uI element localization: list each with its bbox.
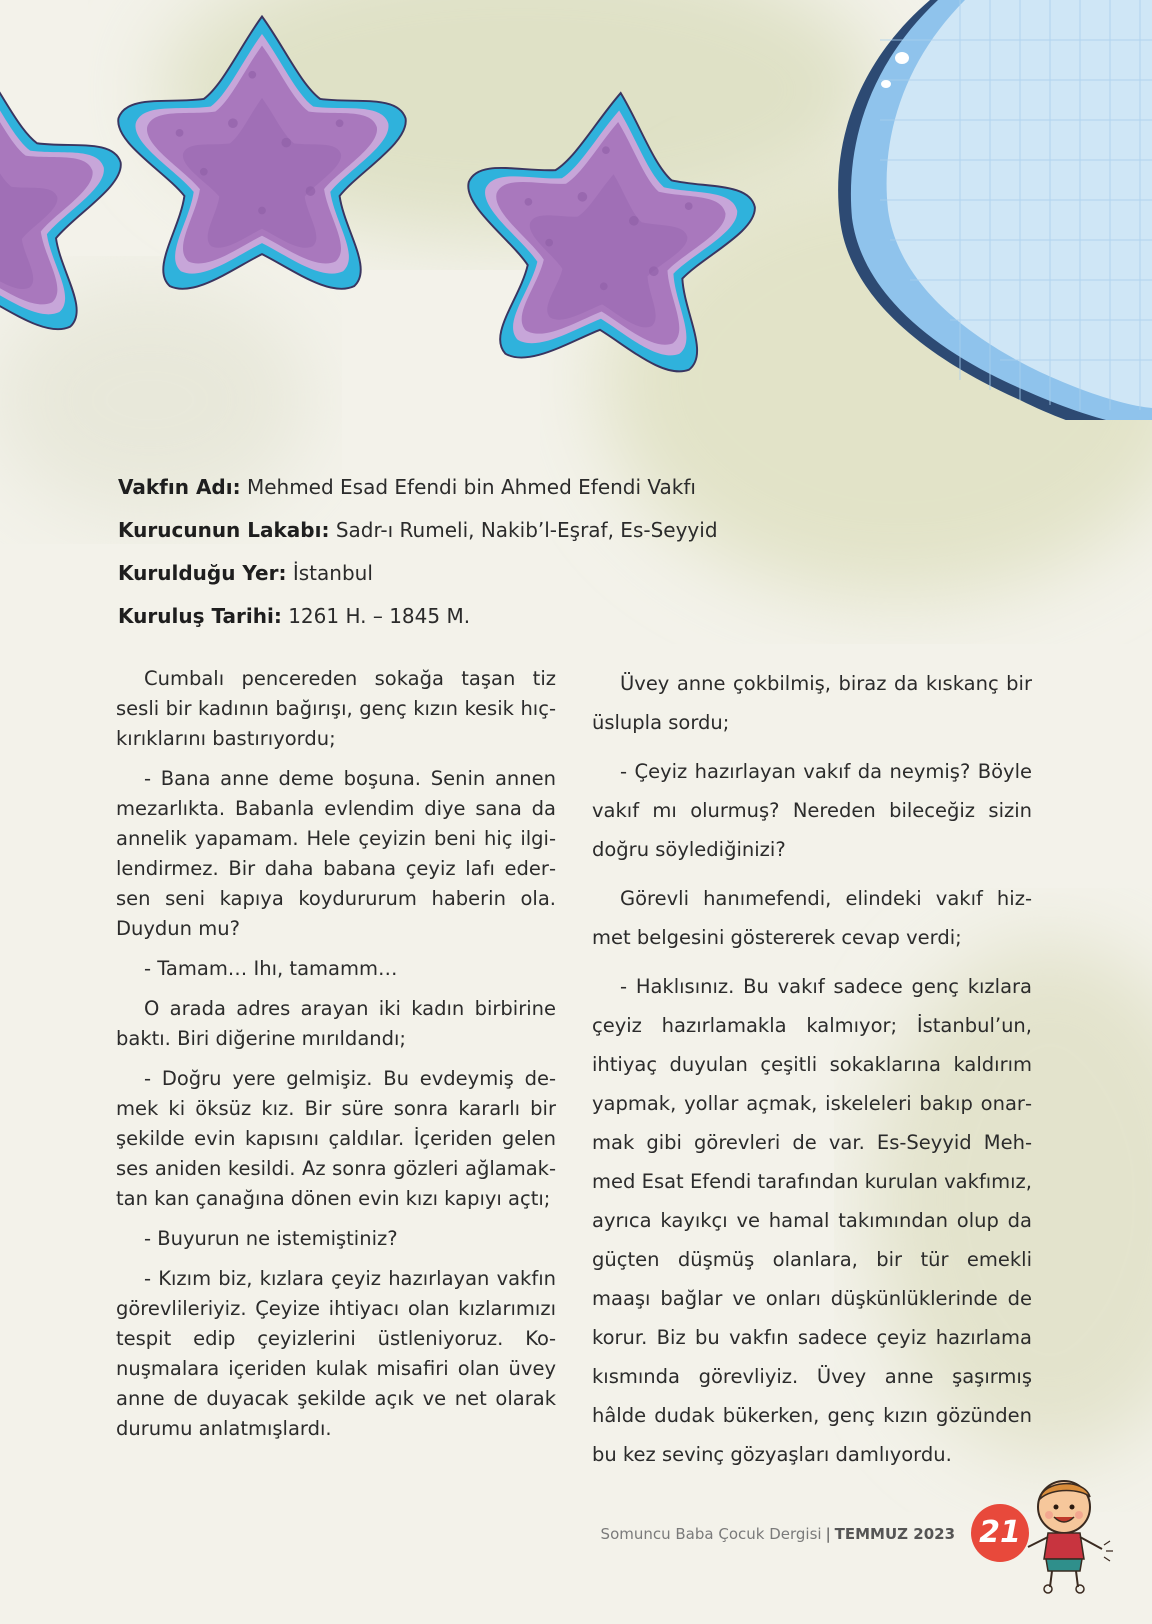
- starfish-middle: [118, 16, 406, 288]
- paragraph: O arada adres arayan iki kadın birbirine baktı. Biri diğerine mırıldandı;: [116, 997, 556, 1050]
- magazine-name: Somuncu Baba Çocuk Dergisi: [600, 1525, 822, 1543]
- footer-separator: |: [825, 1525, 831, 1543]
- paragraph: Üvey anne çokbilmiş, biraz da kıskanç bir üslupla sordu;: [592, 672, 1032, 734]
- header-illustration: [0, 0, 1152, 420]
- page-number: 21: [971, 1504, 1029, 1562]
- paragraph: Cumbalı pencereden sokağa taşan tiz sesli bir kadının bağırışı, genç kızın kesik hıçkırıklarını bastırıyordu;: [116, 667, 556, 750]
- paragraph: - Doğru yere gelmişiz. Bu evdeymiş demek ki öksüz kız. Bir süre sonra kararlı bir şekilde evin kapısını çaldılar. İçeriden gelen ses aniden kesildi. Az sonra gözleri ağlamaktan kan çanağına dönen evin kızı kapıyı açtı;: [116, 1067, 556, 1210]
- date-label: Kuruluş Tarihi:: [118, 604, 282, 628]
- paragraph: - Çeyiz hazırlayan vakıf da neymiş? Böyle vakıf mı olurmuş? Nereden bileceğiz sizin doğru söylediğinizi?: [592, 760, 1032, 861]
- date-row: [118, 595, 818, 638]
- child-mascot-icon: [1022, 1475, 1132, 1595]
- starfish-right: [454, 81, 764, 377]
- foundation-name-label: Vakfın Adı:: [118, 475, 241, 499]
- paragraph: - Tamam… Ihı, tamamm…: [144, 957, 398, 980]
- page-footer: [560, 1525, 955, 1543]
- paragraph: Görevli hanımefendi, elindeki vakıf hizmet belgesini göstererek cevap verdi;: [592, 887, 1032, 949]
- paragraph: - Haklısınız. Bu vakıf sadece genç kızlara çeyiz hazırlamakla kalmıyor; İstanbul’un, ihtiyaç duyulan çeşitli sokaklarına kaldırım yapmak, yollar açmak, iskeleleri bakıp onarmak gibi görevleri de var. Es-Seyyid Mehmed Esat Efendi tarafından kurulan vakfımız, ayrıca kayıkçı ve hamal takımından olup da güçten düşmüş olanlara, bir tür emekli maaşı bağlar ve onları düşkünlüklerinde de korur. Biz bu vakfın sadece çeyiz hazırlama kısmında görevliyiz. Üvey anne şaşırmış hâlde dudak bükerken, genç kızın gözünden bu kez sevinç gözyaşları damlıyordu.: [592, 975, 1032, 1466]
- founder-title-row: [118, 509, 818, 552]
- location-label: Kurulduğu Yer:: [118, 561, 287, 585]
- paragraph: - Buyurun ne istemiştiniz?: [144, 1227, 398, 1250]
- issue-date: TEMMUZ 2023: [834, 1525, 955, 1543]
- starfish-left: [0, 62, 121, 329]
- location-value: İstanbul: [292, 561, 373, 585]
- location-row: [118, 552, 818, 595]
- foundation-name-row: [118, 466, 818, 509]
- pool-illustration: [838, 0, 1152, 420]
- founder-title-label: Kurucunun Lakabı:: [118, 518, 330, 542]
- founder-title-value: Sadr-ı Rumeli, Nakib’l-Eşraf, Es-Seyyid: [335, 518, 718, 542]
- story-right-column: [592, 664, 1032, 1484]
- foundation-name-value: Mehmed Esad Efendi bin Ahmed Efendi Vakfı: [246, 475, 696, 499]
- foundation-info: [118, 466, 818, 638]
- paragraph: - Kızım biz, kızlara çeyiz hazırlayan vakfın görevlileriyiz. Çeyize ihtiyacı olan kızlarımızı tespit edip çeyizlerini üstleniyoruz. Konuşmalara içeriden kulak misafiri olan üvey anne de duyacak şekilde açık ve net olarak durumu anlatmışlardı.: [116, 1267, 556, 1440]
- paragraph: - Bana anne deme boşuna. Senin annen mezarlıkta. Babanla evlendim diye sana da annelik yapamam. Hele çeyizin beni hiç ilgilendirmez. Bir daha babana çeyiz lafı edersen seni kapıya koydururum haberin ola. Duydun mu?: [116, 767, 556, 940]
- story-left-column: [116, 664, 556, 1454]
- date-value: 1261 H. – 1845 M.: [288, 604, 471, 628]
